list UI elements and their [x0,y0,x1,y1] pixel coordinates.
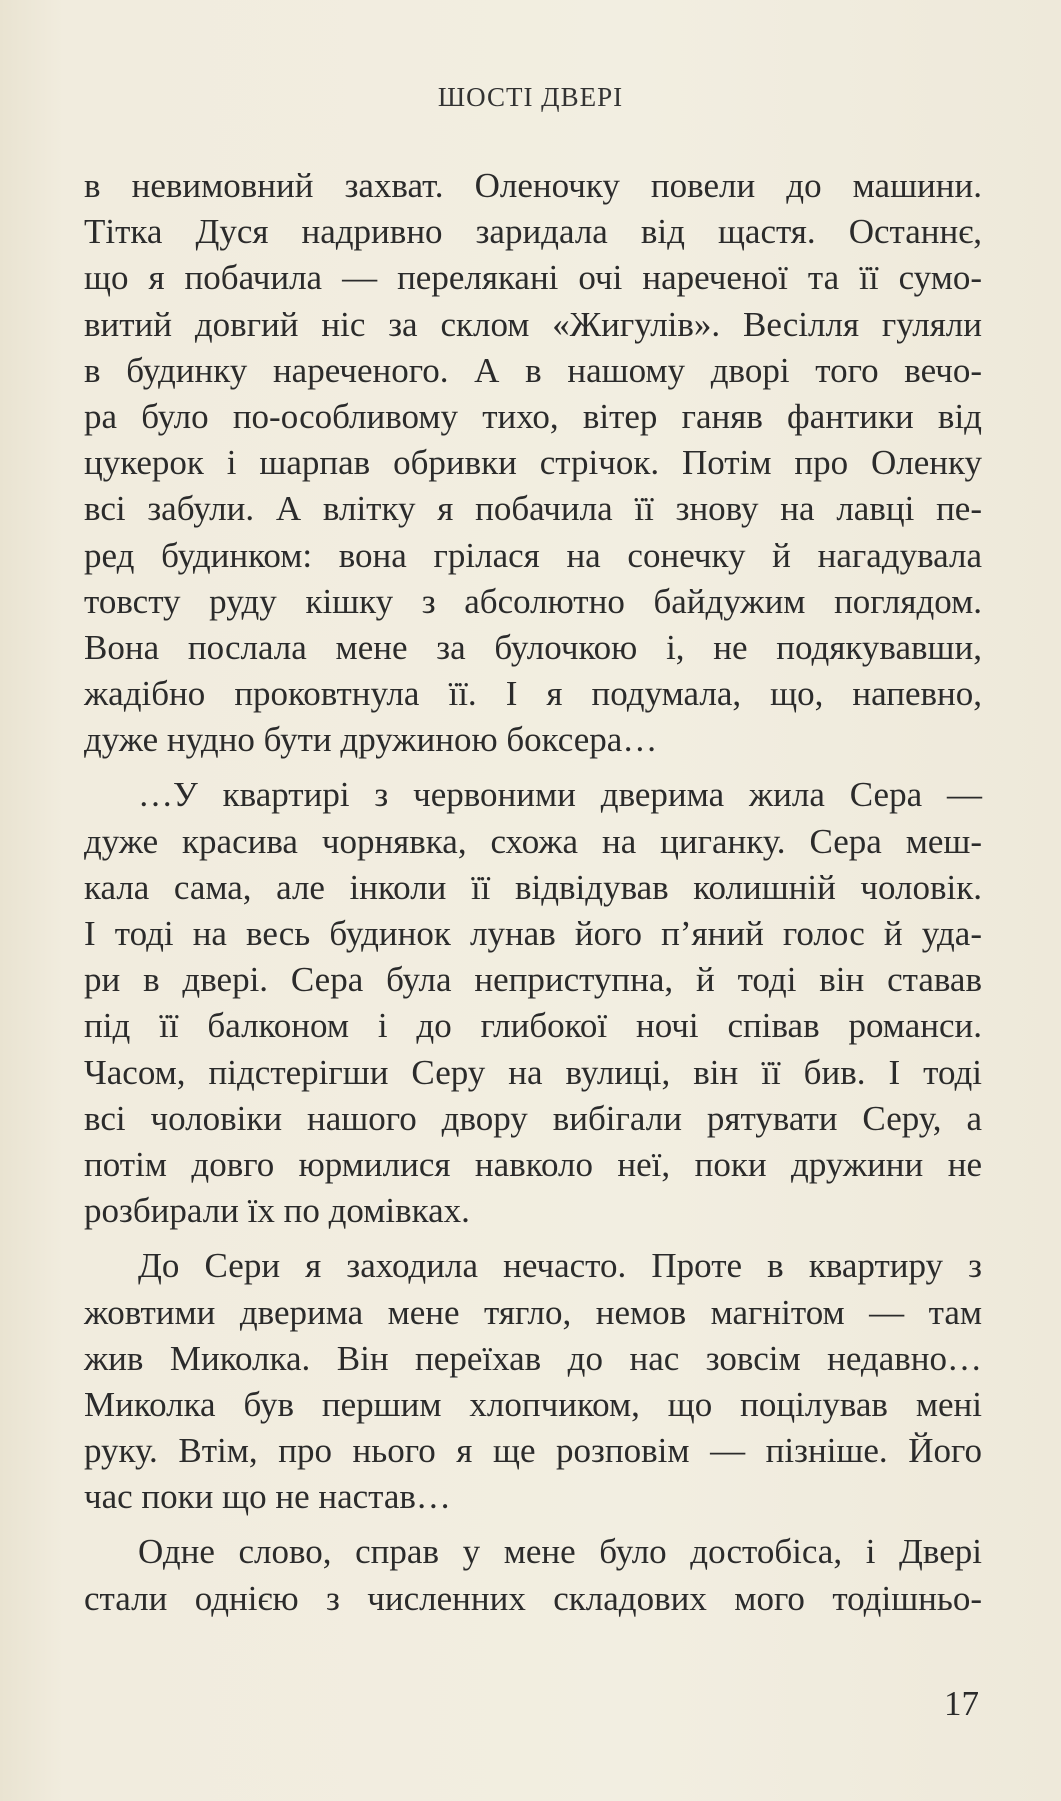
text-line: потім довго юрмилися навколо неї, поки дружини не [84,1144,982,1184]
text-line: цукерок і шарпав обривки стрічок. Потім про Оленку [84,443,982,483]
running-head: ШОСТІ ДВЕРІ [437,82,624,112]
paragraph [84,1243,982,1520]
paragraph [84,163,982,763]
text-line: Часом, підстерігши Серу на вулиці, він її бив. І тоді [84,1052,982,1092]
page-number: 17 [944,1684,979,1723]
text-line: що я побачила — перелякані очі нареченої та її сумо- [84,258,982,298]
text-line: ред будинком: вона грілася на сонечку й нагадувала [84,535,982,575]
text-line: дуже красива чорнявка, схожа на циганку. Сера меш- [84,821,982,861]
text-line: витий довгий ніс за склом «Жигулів». Весілля гуляли [84,304,982,344]
text-line: ри в двері. Сера була неприступна, й тоді він ставав [84,960,982,1000]
text-line: розбирали їх по домівках. [84,1191,470,1231]
text-line: товсту руду кішку з абсолютно байдужим поглядом. [84,581,982,621]
body-text [84,163,982,1622]
text-line: стали однією з численних складових мого тодішньо- [84,1578,982,1618]
text-line: всі забули. А влітку я побачила її знову на лавці пе- [84,489,982,529]
text-line: всі чоловіки нашого двору вибігали рятувати Серу, а [84,1098,982,1138]
text-line: Одне слово, справ у мене було достобіса, і Двері [138,1532,982,1572]
text-line: Миколка був першим хлопчиком, що поцілував мені [84,1384,982,1424]
text-line: Вона послала мене за булочкою і, не подякувавши, [84,627,982,667]
text-line: жовтими дверима мене тягло, немов магнітом — там [84,1292,982,1332]
text-line: руку. Втім, про нього я ще розповім — пізніше. Його [84,1431,982,1471]
paragraph-gap [84,763,982,772]
text-line: під її балконом і до глибокої ночі співав романси. [84,1006,982,1046]
text-line: До Сери я заходила нечасто. Проте в квартиру з [138,1246,982,1286]
text-line: Тітка Дуся надривно заридала від щастя. Останнє, [84,212,982,252]
text-line: І тоді на весь будинок лунав його п’яний голос й уда- [84,914,982,953]
paragraph-gap [84,1234,982,1243]
text-line: ра було по-особливому тихо, вітер ганяв фантики від [84,396,982,436]
text-line: час поки що не настав… [84,1477,451,1517]
text-line: дуже нудно бути дружиною боксера… [84,720,658,760]
text-line: в будинку нареченого. А в нашому дворі того вечо- [84,350,982,390]
text-line: …У квартирі з червоними дверима жила Сера — [138,775,982,815]
paragraph [84,1529,982,1621]
text-line: кала сама, але інколи її відвідував колишній чоловік. [84,867,982,907]
text-line: в невимовний захват. Оленочку повели до машини. [84,166,982,205]
paragraph [84,772,982,1234]
paragraph-gap [84,1520,982,1529]
text-line: жадібно проковтнула її. І я подумала, що, напевно, [84,674,982,714]
text-line: жив Миколка. Він переїхав до нас зовсім недавно… [84,1338,982,1378]
